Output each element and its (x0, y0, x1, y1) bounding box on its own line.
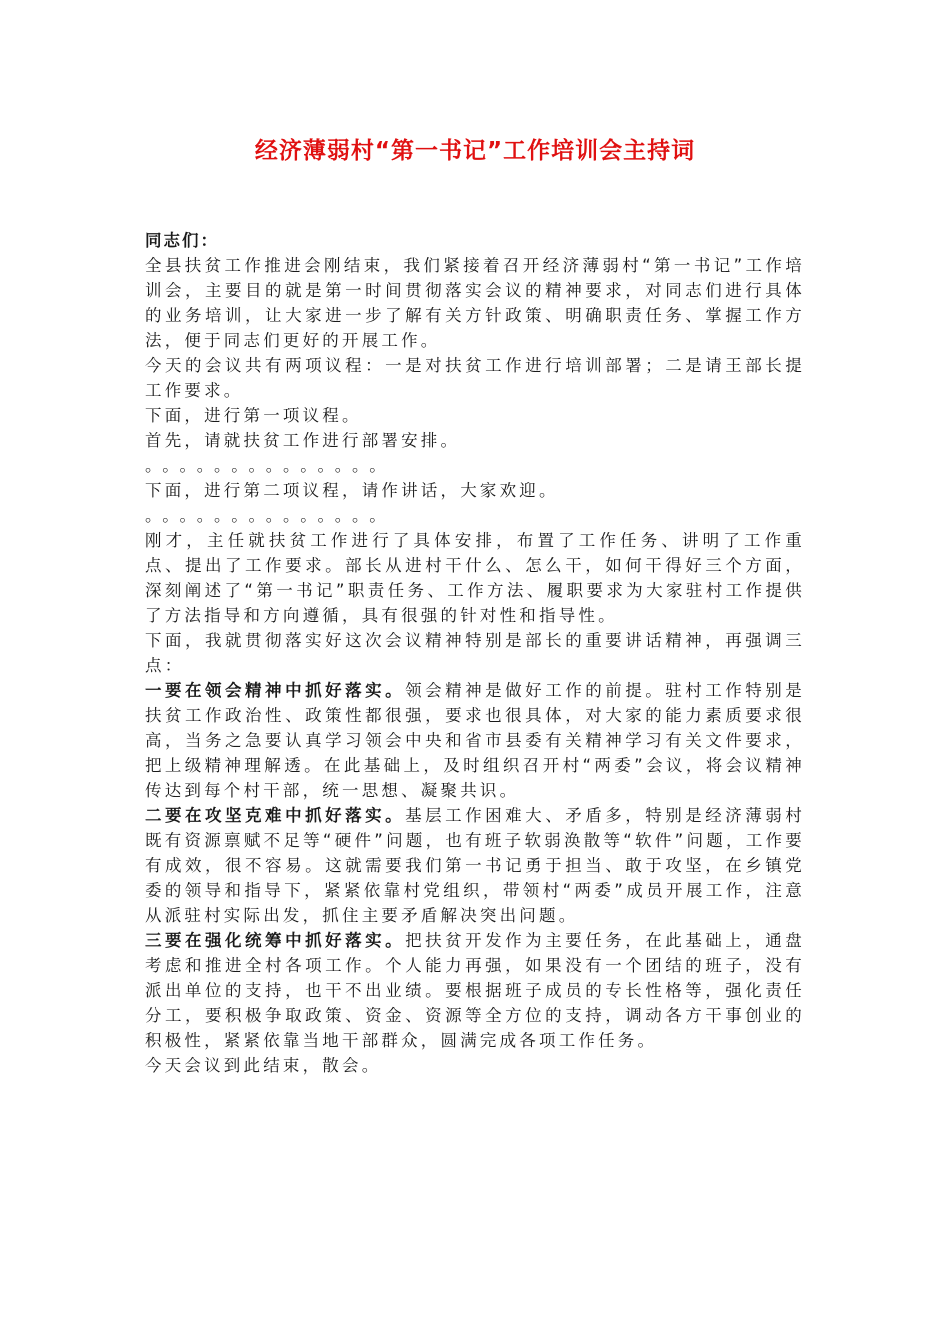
point-2 (145, 803, 805, 928)
point-2-lead: 二要在攻坚克难中抓好落实。 (145, 806, 406, 825)
point-3 (145, 928, 805, 1053)
paragraph-agenda: 今天的会议共有两项议程：一是对扶贫工作进行培训部署；二是请王部长提工作要求。 (145, 356, 805, 400)
paragraph-deployment: 首先，请就扶贫工作进行部署安排。 (145, 431, 461, 450)
point-1-lead: 一要在领会精神中抓好落实。 (145, 681, 406, 700)
paragraph-intro: 全县扶贫工作推进会刚结束，我们紧接着召开经济薄弱村“第一书记”工作培训会，主要目的就是第一时间贯彻落实会议的精神要求，对同志们进行具体的业务培训，让大家进一步了解有关方针政策、明确职责任务、掌握工作方法，便于同志们更好的开展工作。 (145, 256, 805, 350)
point-2-text: 基层工作困难大、矛盾多，特别是经济薄弱村既有资源禀赋不足等“硬件”问题，也有班子软弱涣散等“软件”问题，工作要有成效，很不容易。这就需要我们第一书记勇于担当、敢于攻坚，在乡镇党委的领导和指导下，紧紧依靠村党组织，带领村“两委”成员开展工作，注意从派驻村实际出发，抓住主要矛盾解决突出问题。 (145, 806, 805, 925)
paragraph-agenda-item-2: 下面，进行第二项议程，请作讲话，大家欢迎。 (145, 481, 559, 500)
point-3-lead: 三要在强化统筹中抓好落实。 (145, 931, 406, 950)
salutation: 同志们： (145, 231, 219, 250)
document-title: 经济薄弱村“第一书记”工作培训会主持词 (254, 138, 696, 164)
point-1-text: 领会精神是做好工作的前提。驻村工作特别是扶贫工作政治性、政策性都很强，要求也很具体，对大家的能力素质要求很高，当务之急要认真学习领会中央和省市县委有关精神学习有关文件要求，把上级精神理解透。在此基础上，及时组织召开村“两委”会议，将会议精神传达到每个村干部，统一思想、凝聚共识。 (145, 681, 805, 800)
ellipsis-dots-2: 。。。。。。。。。。。。。。 (145, 506, 395, 525)
paragraph-agenda-item-1: 下面，进行第一项议程。 (145, 406, 362, 425)
point-3-text: 把扶贫开发作为主要任务，在此基础上，通盘考虑和推进全村各项工作。个人能力再强，如果没有一个团结的班子，没有派出单位的支持，也干不出业绩。要根据班子成员的专长性格等，强化责任分工，要积极争取政策、资金、资源等全方位的支持，调动各方干事创业的积极性，紧紧依靠当地干部群众，圆满完成各项工作任务。 (145, 931, 805, 1050)
document-body (145, 228, 805, 1078)
point-1 (145, 678, 805, 803)
paragraph-closing: 今天会议到此结束，散会。 (145, 1056, 382, 1075)
ellipsis-dots-1: 。。。。。。。。。。。。。。 (145, 456, 395, 475)
paragraph-three-points-intro: 下面，我就贯彻落实好这次会议精神特别是部长的重要讲话精神，再强调三点： (145, 631, 805, 675)
paragraph-summary: 刚才，主任就扶贫工作进行了具体安排，布置了工作任务、讲明了工作重点、提出了工作要求。部长从进村干什么、怎么干，如何干得好三个方面，深刻阐述了“第一书记”职责任务、工作方法、履职要求为大家驻村工作提供了方法指导和方向遵循，具有很强的针对性和指导性。 (145, 531, 805, 625)
